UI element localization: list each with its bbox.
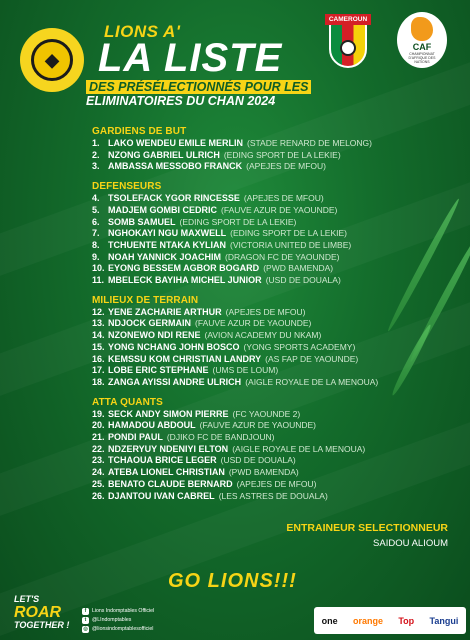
coach-name: SAIDOU ALIOUM (373, 538, 448, 549)
player-number: 21. (92, 432, 105, 443)
player-name: NDZERYUY NDENIYI ELTON (108, 443, 229, 454)
player-club: (UMS DE LOUM) (212, 365, 279, 376)
player-name: KEMSSU KOM CHRISTIAN LANDRY (108, 353, 262, 364)
player-number: 17. (92, 365, 105, 376)
player-club: (APEJES DE MFOU) (246, 161, 326, 172)
player-row (92, 330, 462, 342)
twitter-icon: t (82, 617, 89, 624)
player-club: (LES ASTRES DE DOUALA) (218, 490, 328, 501)
player-club: (STADE RENARD DE MELONG) (247, 138, 372, 148)
player-name: LAKO WENDEU EMILE MERLIN (108, 138, 243, 148)
africa-map-icon (411, 17, 433, 41)
section-title: DEFENSEURS (92, 181, 162, 193)
player-row (92, 409, 462, 421)
player-name: NOAH YANNICK JOACHIM (108, 251, 222, 262)
player-name: SECK ANDY SIMON PIERRE (108, 408, 229, 419)
player-club: (USD DE DOUALA) (220, 455, 296, 466)
player-row (92, 455, 462, 467)
player-row (92, 354, 462, 366)
player-row (92, 161, 462, 173)
player-number: 24. (92, 467, 105, 478)
sponsor-orange: orange (353, 615, 384, 626)
player-row (92, 307, 462, 319)
roar-line-1: LET'S (14, 594, 40, 604)
player-club: (EDING SPORT DE LA LEKIE) (179, 216, 297, 227)
lion-logo (20, 28, 84, 92)
fecafoot-logo (325, 14, 371, 70)
player-number: 26. (92, 490, 105, 501)
player-row (92, 252, 462, 264)
player-name: MADJEM GOMBI CEDRIC (108, 204, 218, 215)
facebook-icon: f (82, 608, 89, 615)
player-number: 23. (92, 455, 105, 466)
player-row (92, 263, 462, 275)
player-number: 14. (92, 330, 105, 341)
social-handle: Lions Indomptables Officiel (92, 608, 155, 614)
player-row (92, 491, 462, 503)
player-club: (DRAGON FC DE YAOUNDE) (225, 251, 340, 262)
player-name: NZONG GABRIEL ULRICH (108, 149, 220, 160)
player-club: (EDING SPORT DE LA LEKIE) (223, 149, 341, 160)
subtitle-line-1: DES PRÉSÉLECTIONNÉS POUR LES (86, 80, 311, 94)
sponsor-top: Top (398, 615, 415, 626)
sponsor-one: one (321, 615, 338, 626)
player-number: 18. (92, 376, 105, 387)
section (92, 295, 462, 389)
player-number: 10. (92, 263, 105, 274)
player-name: YENE ZACHARIE ARTHUR (108, 306, 222, 317)
player-number: 13. (92, 318, 105, 329)
player-club: (USD DE DOUALA) (265, 275, 341, 286)
player-row (92, 275, 462, 287)
roar-line-2: ROAR (14, 604, 62, 621)
player-name: ZANGA AYISSI ANDRE ULRICH (108, 376, 242, 387)
player-number: 20. (92, 420, 105, 431)
player-club: (AVION ACADEMY DU NKAM) (204, 330, 322, 341)
title-small: LIONS A' (104, 22, 181, 41)
section (92, 397, 462, 503)
player-row (92, 377, 462, 389)
caf-chan-logo (397, 12, 447, 68)
title-big: LA LISTE (98, 36, 283, 80)
section-title: ATTA QUANTS (92, 396, 163, 408)
player-name: LOBE ERIC STEPHANE (108, 365, 209, 376)
player-club: (FAUVE AZUR DE YAOUNDE) (195, 318, 312, 329)
social-row (82, 616, 154, 625)
player-number: 5. (92, 204, 100, 215)
player-row (92, 240, 462, 252)
caf-text: CAF (412, 41, 432, 52)
player-row (92, 479, 462, 491)
section-title: MILIEUX DE TERRAIN (92, 294, 199, 306)
player-club: (APEJES DE MFOU) (243, 193, 324, 204)
player-row (92, 444, 462, 456)
player-club: (FC YAOUNDE 2) (232, 408, 301, 419)
player-club: (AS FAP DE YAOUNDE) (265, 353, 359, 364)
player-name: DJANTOU IVAN CABREL (108, 490, 215, 501)
player-club: (YONG SPORTS ACADEMY) (243, 341, 356, 352)
player-club: (APEJES DE MFOU) (236, 478, 317, 489)
player-club: (FAUVE AZUR DE YAOUNDE) (199, 420, 317, 431)
player-club: (APEJES DE MFOU) (225, 306, 306, 317)
player-number: 6. (92, 216, 100, 227)
player-name: NGHOKAYI NGU MAXWELL (108, 228, 227, 239)
social-handle: @LIndomptables (92, 617, 132, 623)
player-number: 19. (92, 408, 105, 419)
player-name: TCHUENTE NTAKA KYLIAN (108, 239, 226, 250)
player-row (92, 228, 462, 240)
player-name: PONDI PAUL (108, 432, 163, 443)
player-club: (FAUVE AZUR DE YAOUNDE) (221, 204, 338, 215)
player-name: NDJOCK GERMAIN (108, 318, 192, 329)
player-club: (AIGLE ROYALE DE LA MENOUA) (245, 376, 379, 387)
subtitle (86, 80, 311, 108)
social-row (82, 607, 154, 616)
player-club: (AIGLE ROYALE DE LA MENOUA) (232, 443, 366, 454)
section-title: GARDIENS DE BUT (92, 126, 187, 137)
player-name: ATEBA LIONEL CHRISTIAN (108, 467, 225, 478)
player-name: NZONEWO NDI RENE (108, 330, 201, 341)
roar-logo (14, 594, 69, 631)
player-row (92, 217, 462, 229)
player-row (92, 432, 462, 444)
social-handles (82, 607, 154, 634)
player-name: MBELECK BAYIHA MICHEL JUNIOR (108, 275, 262, 286)
caf-subtitle: CHAMPIONNAT D'AFRIQUE DES NATIONS (408, 51, 436, 64)
coach-block (286, 522, 448, 549)
player-club: (DJIKO FC DE BANDJOUN) (166, 432, 275, 443)
section (92, 181, 462, 287)
player-row (92, 205, 462, 217)
player-row (92, 193, 462, 205)
player-row (92, 420, 462, 432)
player-row (92, 318, 462, 330)
roar-line-3: TOGETHER ! (14, 620, 70, 630)
player-number: 9. (92, 251, 100, 262)
player-number: 16. (92, 353, 105, 364)
sponsor-bar (314, 607, 466, 634)
player-name: HAMADOU ABDOUL (108, 420, 196, 431)
go-lions-slogan: GO LIONS!!! (168, 570, 297, 592)
player-number: 2. (92, 149, 100, 160)
player-number: 7. (92, 228, 100, 239)
player-club: (VICTORIA UNITED DE LIMBE) (230, 239, 352, 250)
player-row (92, 467, 462, 479)
coach-role: ENTRAINEUR SELECTIONNEUR (286, 522, 448, 534)
player-row (92, 365, 462, 377)
player-name: YONG NCHANG JOHN BOSCO (108, 341, 240, 352)
player-name: TSOLEFACK YGOR RINCESSE (108, 193, 240, 204)
player-club: (EDING SPORT DE LA LEKIE) (230, 228, 348, 239)
player-number: 22. (92, 443, 105, 454)
player-number: 8. (92, 239, 100, 250)
player-name: EYONG BESSEM AGBOR BOGARD (108, 263, 260, 274)
player-number: 3. (92, 161, 100, 172)
lion-head-icon: ◆ (31, 39, 73, 81)
player-name: BENATO CLAUDE BERNARD (108, 478, 233, 489)
social-row (82, 625, 154, 634)
player-row (92, 138, 462, 150)
player-name: SOMB SAMUEL (108, 216, 176, 227)
player-name: AMBASSA MESSOBO FRANCK (108, 161, 243, 172)
player-club: (PWD BAMENDA) (263, 263, 334, 274)
social-handle: @lionsindomptablesofficiel (92, 626, 154, 632)
player-number: 12. (92, 306, 105, 317)
fecafoot-band: CAMEROUN (325, 14, 371, 25)
section (92, 126, 462, 173)
player-number: 4. (92, 193, 100, 204)
player-list (92, 126, 462, 510)
player-row (92, 150, 462, 162)
player-number: 11. (92, 275, 105, 286)
player-row (92, 342, 462, 354)
sponsor-tangui: Tangui (429, 615, 459, 626)
subtitle-line-2: ELIMINATOIRES DU CHAN 2024 (86, 94, 276, 108)
football-icon (340, 40, 356, 56)
player-club: (PWD BAMENDA) (228, 467, 299, 478)
player-name: TCHAOUA BRICE LEGER (108, 455, 217, 466)
instagram-icon: ◎ (83, 626, 88, 632)
player-number: 1. (92, 138, 100, 148)
player-number: 15. (92, 341, 105, 352)
player-number: 25. (92, 478, 105, 489)
